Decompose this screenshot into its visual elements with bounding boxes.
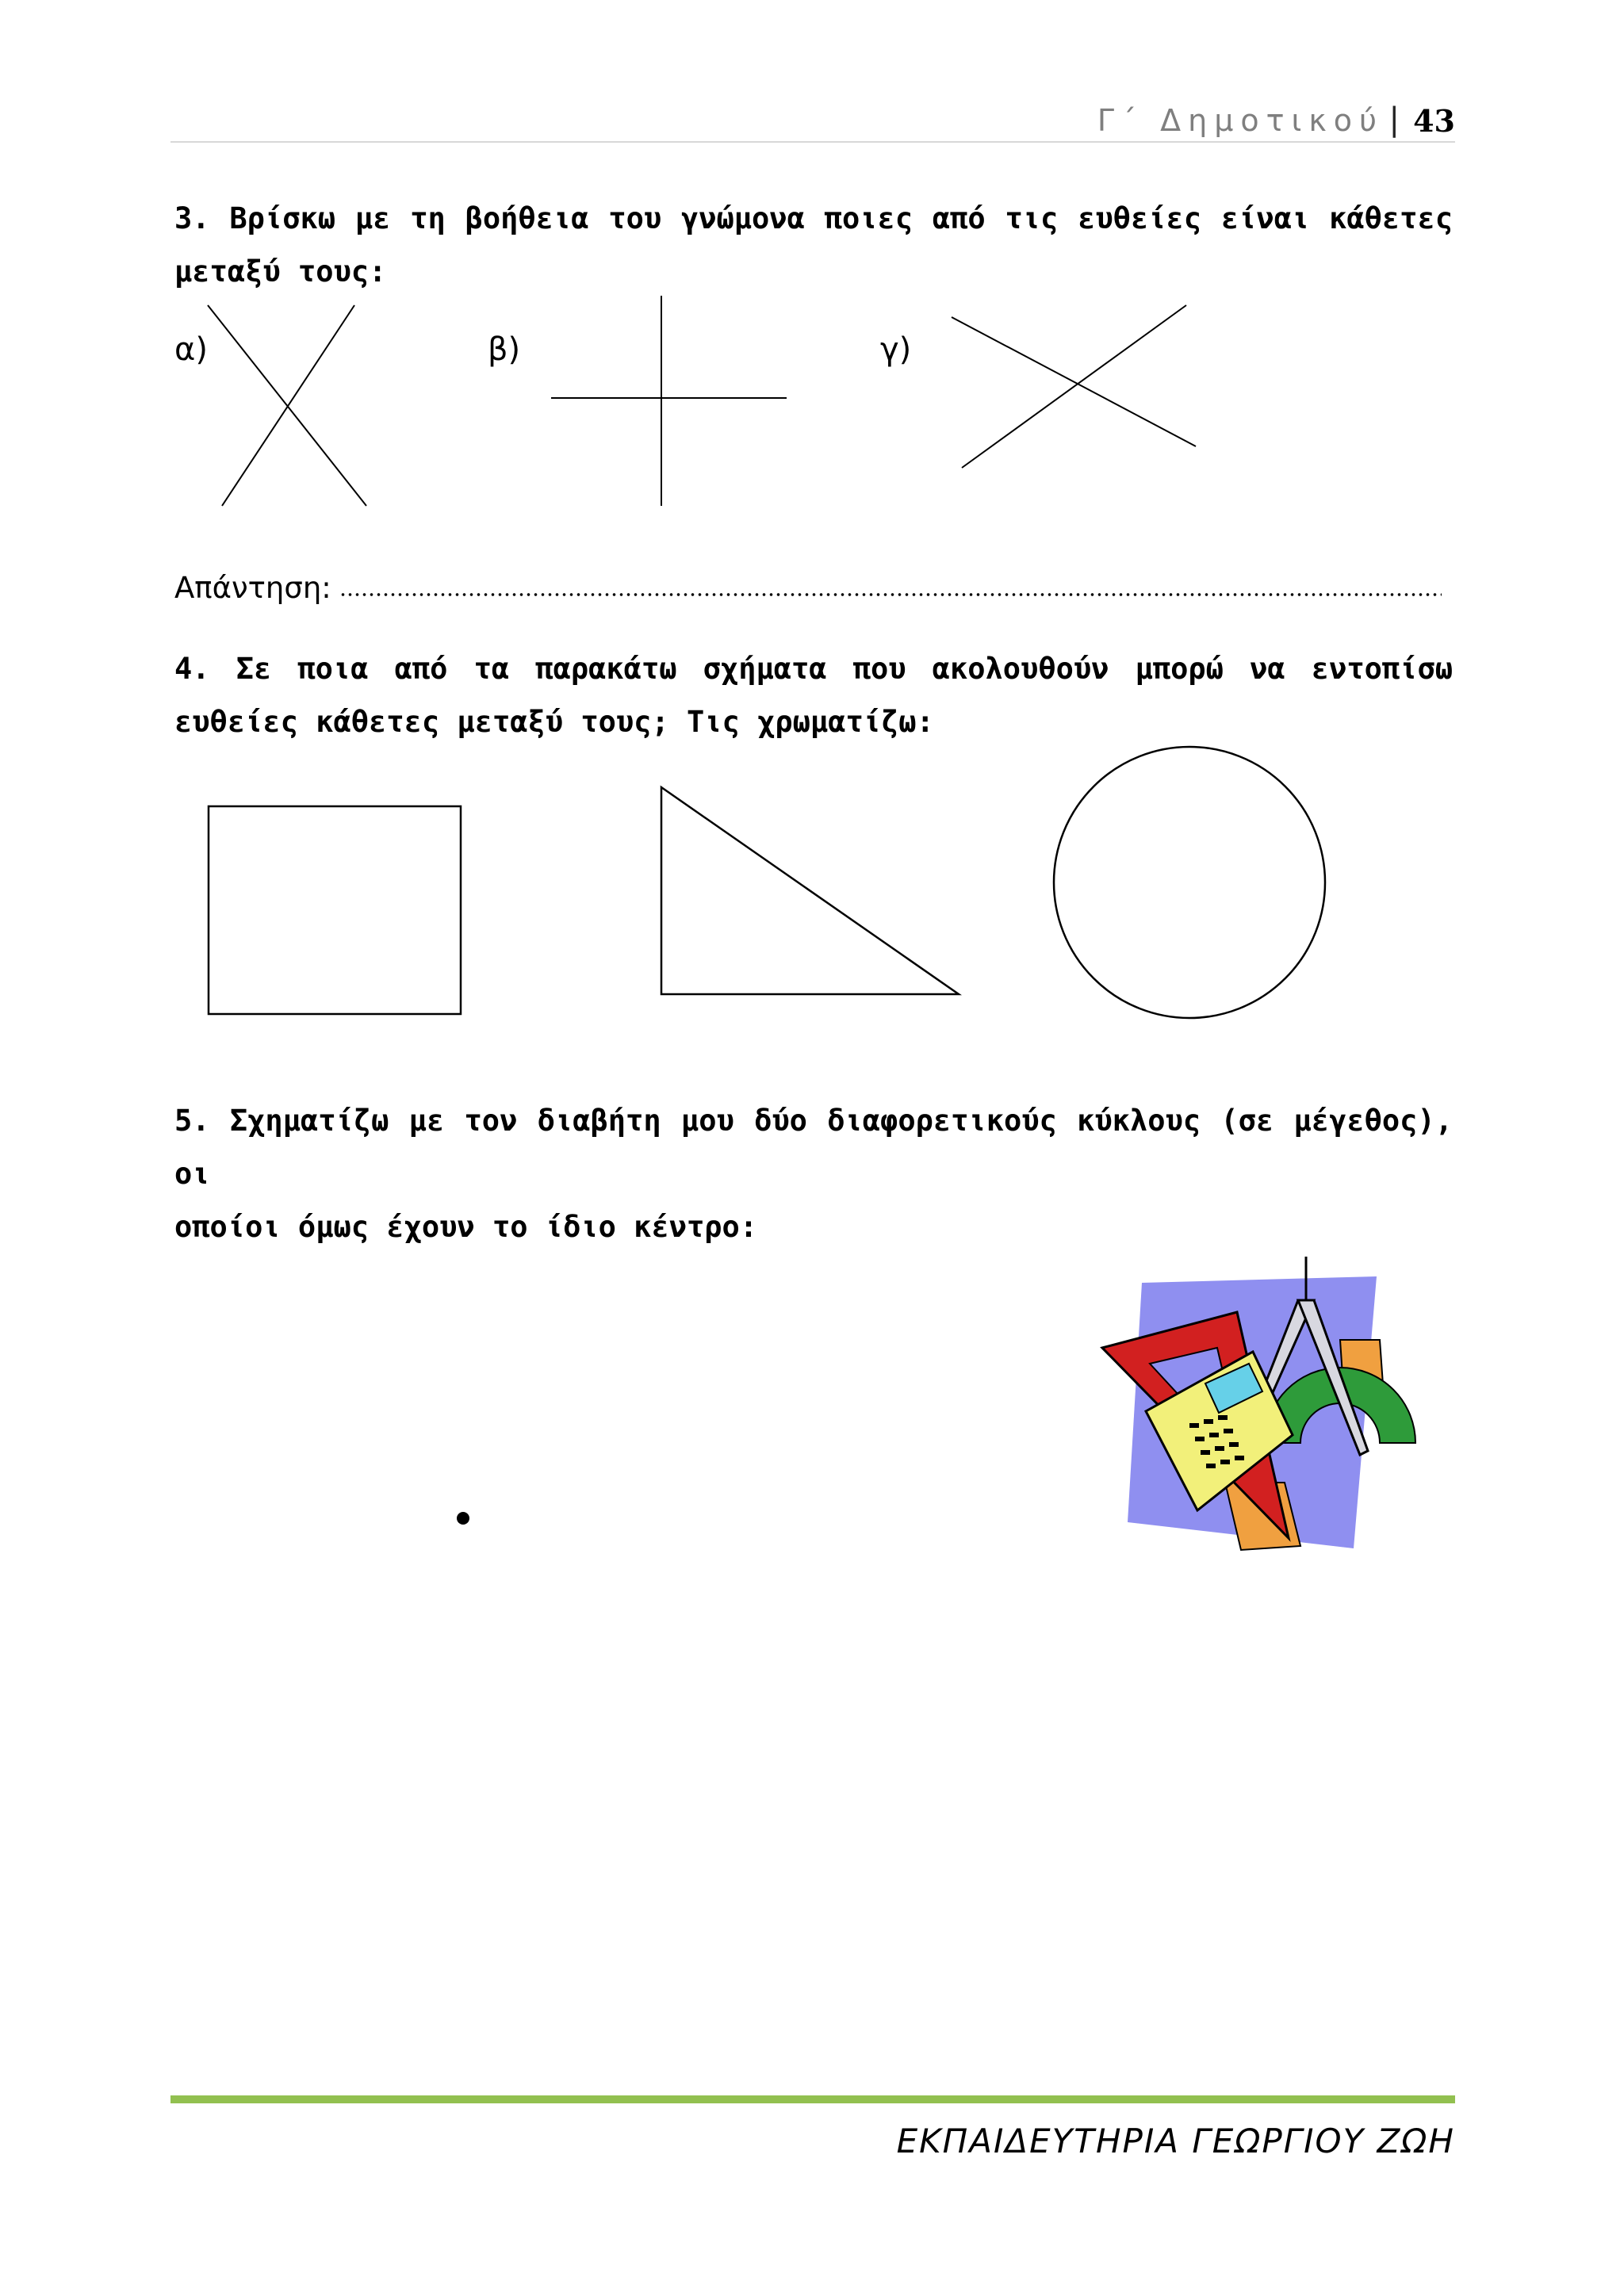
answer-label: Απάντηση: <box>174 571 331 605</box>
figure-c-line-1 <box>952 317 1196 446</box>
question-3-line2: μεταξύ τους: <box>174 254 387 289</box>
figure-a-line-2 <box>222 305 354 506</box>
circle-shape <box>1054 747 1325 1018</box>
answer-dotted-line[interactable] <box>339 587 1442 603</box>
question-5-line2: οποίοι όμως έχουν το ίδιο κέντρο: <box>174 1210 758 1244</box>
question-5 <box>174 1094 1453 1253</box>
center-point <box>457 1512 469 1525</box>
footer-rule <box>170 2095 1455 2103</box>
question-5-line1: 5. Σχηματίζω με τον διαβήτη μου δύο διαφορετικούς κύκλους (σε μέγεθος), οι <box>174 1104 1453 1191</box>
header-grade: Γ΄ Δημοτικού <box>1097 103 1384 138</box>
question-3-line1: 3. Βρίσκω με τη βοήθεια του γνώμονα ποιες από τις ευθείες είναι κάθετες <box>174 201 1453 235</box>
right-triangle-shape <box>661 787 959 994</box>
label-c: γ) <box>880 331 912 368</box>
label-a: α) <box>174 331 208 368</box>
question-4 <box>174 642 1453 748</box>
page-number: 43 <box>1413 103 1455 139</box>
square-shape <box>209 806 461 1014</box>
geometry-tools-clipart <box>1102 1257 1415 1550</box>
label-b: β) <box>488 331 521 368</box>
figure-c-lines <box>952 305 1196 468</box>
figure-a-lines <box>208 305 366 506</box>
question-4-line2: ευθείες κάθετες μεταξύ τους; Τις χρωματίζω: <box>174 705 934 739</box>
figure-a-line-1 <box>208 305 366 506</box>
figure-c-line-2 <box>962 305 1186 468</box>
footer-author: ΕΚΠΑΙΔΕΥΤΗΡΙΑ ΓΕΩΡΓΙΟΥ ΖΩΗ <box>896 2122 1455 2160</box>
header-separator: | <box>1388 101 1400 138</box>
figure-b-lines <box>551 296 787 506</box>
question-4-line1: 4. Σε ποια από τα παρακάτω σχήματα που ακολουθούν μπορώ να εντοπίσω <box>174 652 1453 686</box>
